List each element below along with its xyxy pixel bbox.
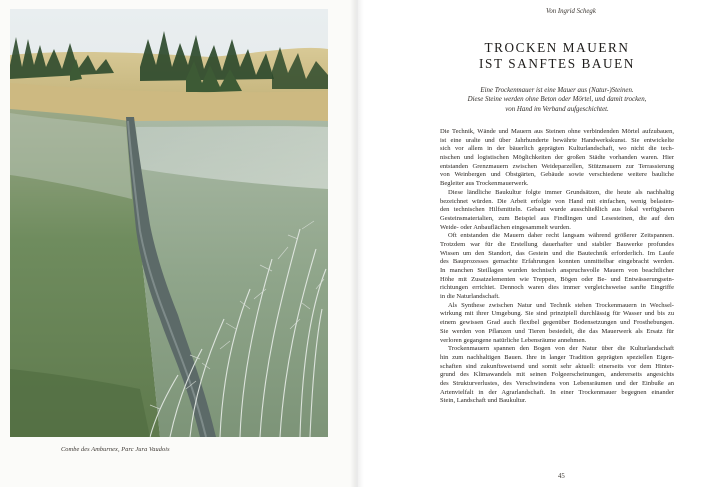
photo-caption: Combe des Amburnex, Parc Jura Vaudois bbox=[61, 446, 170, 453]
body-line: den technischen Hilfsmitteln. Gebaut wurde ausschließlich aus lokal verfügbaren bbox=[440, 206, 674, 214]
page-number: 45 bbox=[558, 473, 565, 480]
lead-line: von Hand im Verband aufgeschichtet. bbox=[505, 105, 609, 113]
body-line: Weide- oder Anbauflächen eingesammelt wurden. bbox=[440, 223, 571, 231]
body-line: bezeichnet würden. Die Arbeit erfolgte von Hand mit einfachen, wenig belasten- bbox=[440, 197, 674, 205]
body-line: Wissen um den Standort, das Gestein und die Bautechnik erforderlich. Im Laufe bbox=[440, 249, 674, 257]
body-line: In manchen Steillagen wurden technisch anspruchsvolle Mauern von beachtlicher bbox=[440, 267, 674, 274]
article-title bbox=[440, 40, 674, 72]
body-line: verloren gegangene natürliche Lebensräume annehmen. bbox=[440, 336, 587, 344]
body-line: Artenvielfalt in der Agrarlandschaft. In einer Trockenmauer begegnen einander bbox=[440, 388, 674, 396]
body-line: von Weinbergen und Obstgärten, Gebäude sowie verschiedene weitere bauliche bbox=[440, 171, 674, 179]
body-line: in die Naturlandschaft. bbox=[440, 293, 500, 301]
book-gutter bbox=[350, 0, 364, 487]
lead-line: Eine Trockenmauer ist eine Mauer aus (Natur-)Steinen. bbox=[480, 87, 634, 94]
body-line: nischen und logistischen Möglichkeiten der großen Städte vorhanden waren. Hier bbox=[440, 154, 674, 162]
article-body bbox=[440, 128, 674, 406]
body-line: Sie werden von Pflanzen und Tieren besiedelt, die das Mauerwerk als Ersatz für bbox=[440, 327, 674, 335]
body-line: des Bauprozesses gemachte Erfahrungen konnten unmittelbar eingebracht werden. bbox=[440, 258, 674, 266]
body-line: einem gewissen Grad auch flexibel gegenüber Bodensetzungen und Frosthebungen. bbox=[440, 319, 674, 327]
body-line: Oft entstanden die Mauern daher recht langsam während größerer Zeitspannen. bbox=[448, 232, 674, 240]
body-line: des Strukturverlustes, des Verschwindens von Lebensräumen und der Einbuße an bbox=[440, 379, 674, 387]
body-line: richtungen errichtet. Dennoch waren dies immer vergleichsweise sanfte Eingriffe bbox=[440, 284, 674, 292]
left-page bbox=[0, 0, 356, 487]
lead-line: Diese Steine werden ohne Beton oder Mörtel, und damit trocken, bbox=[467, 96, 647, 104]
body-line: schaften sind zukunftsweisend und somit sehr aktuell: einerseits vor dem Hinter- bbox=[440, 362, 674, 370]
title-line: IST SANFTES BAUEN bbox=[479, 56, 635, 71]
article-lead bbox=[440, 86, 674, 114]
body-line: grund des Klimawandels mit seinen Folgeerscheinungen, andererseits angesichts bbox=[440, 371, 674, 379]
body-line: Höhe mit Zusatzelementen wie Treppen, Bögen oder Be- und Entwässerungsein- bbox=[440, 275, 674, 283]
body-line: entstanden Grenzmauern zwischen Weideparzellen, Stützmauern zur Terrassierung bbox=[440, 162, 674, 170]
body-line: sich vor allem in der bäuerlich geprägten Kulturlandschaft, wo nicht die tech- bbox=[440, 145, 674, 153]
body-line: wirkung mit ihrer Umgebung. Sie sind prinzipiell durchlässig für Wasser und bis zu bbox=[440, 310, 674, 318]
body-line: Trotzdem war für die Erstellung dauerhafter und stabiler Bauwerke profundes bbox=[440, 240, 674, 248]
body-line: Gesteinsmaterialien, zum Beispiel aus Findlingen und Lesesteinen, die auf den bbox=[440, 214, 674, 222]
landscape-photo bbox=[10, 9, 328, 437]
title-line: TROCKEN MAUERN bbox=[484, 40, 630, 55]
body-line: Die Technik, Wände und Mauern aus Steinen ohne verbindenden Mörtel aufzubauen, bbox=[440, 128, 674, 135]
body-line: Als Synthese zwischen Natur und Technik stehen Trockenmauern in Wechsel- bbox=[448, 301, 674, 309]
body-line: Trockenmauern spannen den Bogen von der Natur über die Kulturlandschaft bbox=[448, 345, 674, 353]
body-line: Begleiter aus Trockenmauerwerk. bbox=[440, 180, 529, 188]
body-line: ist eine uralte und über Jahrhunderte bewährte Handwerkskunst. Sie entwickelte bbox=[440, 136, 674, 144]
body-line: Diese ländliche Baukultur folgte immer Grundsätzen, die heute als nachhaltig bbox=[448, 188, 674, 196]
body-line: Stein, Landschaft und Baukultur. bbox=[440, 397, 527, 405]
author-byline: Von Ingrid Schegk bbox=[546, 8, 596, 15]
body-line: hin zum nachhaltigen Bauen. Ihre in langer Tradition geprägten speziellen Eigen- bbox=[440, 353, 674, 361]
